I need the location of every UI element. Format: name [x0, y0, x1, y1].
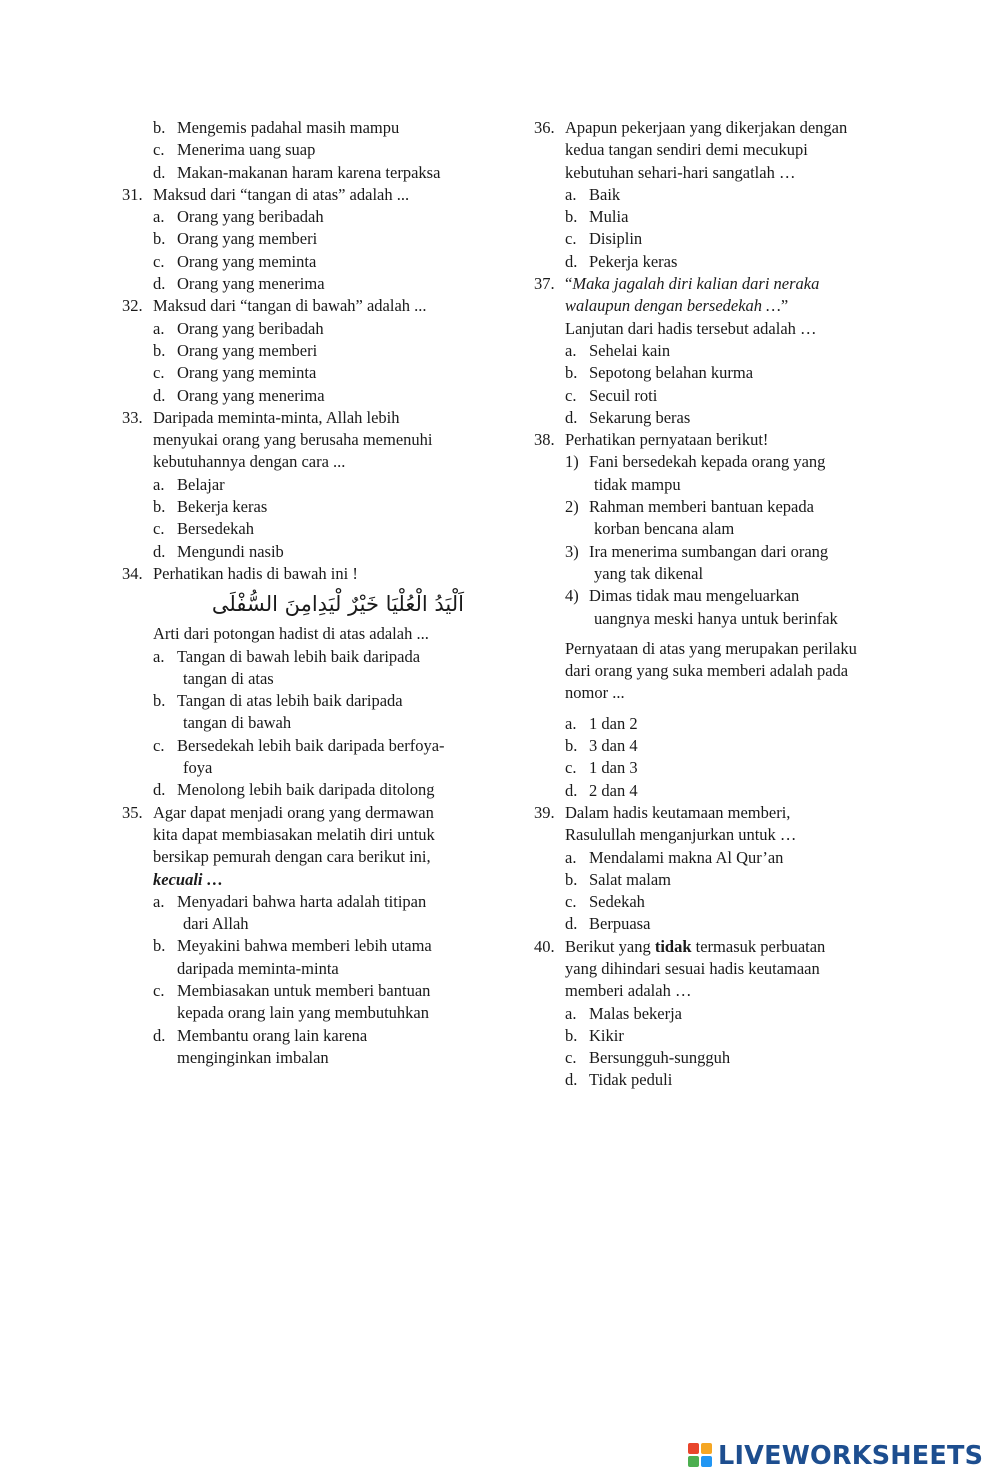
question-text-line [122, 869, 492, 891]
option-line [122, 206, 492, 228]
question-emphasis: kecuali … [153, 869, 224, 889]
option-letter: b. [153, 340, 166, 360]
option-line [534, 340, 904, 362]
option-text: Orang yang memberi [177, 229, 318, 249]
option-line [534, 847, 904, 869]
statement-line [534, 585, 904, 607]
spacer [534, 705, 904, 713]
option-text: tangan di atas [183, 668, 274, 688]
question-40 [534, 936, 904, 958]
question-text: dari orang yang suka memberi adalah pada [565, 661, 849, 681]
option-letter: c. [153, 735, 165, 755]
statement-text: Rahman memberi bantuan kepada [589, 497, 814, 517]
question-number: 40. [534, 936, 555, 956]
statement-text: korban bencana alam [594, 519, 735, 539]
option-line [122, 117, 492, 139]
option-letter: d. [565, 407, 578, 427]
statement-text: uangnya meski hanya untuk berinfak [594, 608, 838, 628]
statement-cont-line [534, 608, 904, 630]
option-line [122, 518, 492, 540]
option-letter: a. [153, 646, 165, 666]
option-letter: c. [565, 1048, 577, 1068]
option-text: Secuil roti [589, 385, 658, 405]
question-text-line [534, 682, 904, 704]
option-text: Menolong lebih baik daripada ditolong [177, 780, 435, 800]
right-column [534, 117, 904, 1092]
option-letter: d. [153, 1025, 166, 1045]
question-text: Pernyataan di atas yang merupakan perilaku [565, 638, 857, 658]
question-text-part: termasuk perbuatan [691, 936, 826, 956]
statement-text: Dimas tidak mau mengeluarkan [589, 586, 800, 606]
question-emphasis: tidak [654, 936, 692, 956]
option-cont-line [122, 1002, 492, 1024]
option-letter: d. [153, 780, 166, 800]
option-line [122, 228, 492, 250]
question-35 [122, 802, 492, 824]
option-line [122, 251, 492, 273]
question-text-line [122, 623, 492, 645]
question-38 [534, 429, 904, 451]
question-number: 37. [534, 274, 555, 294]
option-line [534, 735, 904, 757]
option-text: Orang yang menerima [177, 274, 325, 294]
option-letter: d. [565, 1070, 578, 1090]
option-line [122, 980, 492, 1002]
option-text: Mengundi nasib [177, 541, 284, 561]
option-line [534, 780, 904, 802]
option-line [122, 779, 492, 801]
arabic-hadith-text: اَلْيَدُ الْعُلْيَا خَيْرٌ لْيَدِامِنَ السُّفْلَى [211, 592, 464, 617]
option-letter: b. [565, 736, 578, 756]
question-text: nomor ... [565, 683, 625, 703]
option-line [534, 385, 904, 407]
question-text: Perhatikan pernyataan berikut! [565, 430, 769, 450]
left-column [122, 117, 492, 1069]
question-text: Maksud dari “tangan di atas” adalah ... [153, 184, 410, 204]
statement-cont-line [534, 563, 904, 585]
option-text: daripada meminta-minta [177, 958, 339, 978]
option-text: Malas bekerja [589, 1003, 682, 1023]
question-number: 38. [534, 430, 555, 450]
option-line [122, 735, 492, 757]
option-text: Sedekah [589, 892, 645, 912]
question-text: bersikap pemurah dengan cara berikut ini, [153, 847, 431, 867]
liveworksheets-logo[interactable] [688, 1438, 983, 1474]
option-line [534, 757, 904, 779]
question-text: kedua tangan sendiri demi mecukupi [565, 140, 808, 160]
question-text-line [534, 162, 904, 184]
option-text: Belajar [177, 474, 225, 494]
option-letter: a. [565, 1003, 577, 1023]
option-text: 1 dan 3 [589, 758, 638, 778]
option-line [122, 1025, 492, 1047]
option-text: Orang yang memberi [177, 340, 318, 360]
option-line [122, 935, 492, 957]
option-line [534, 1003, 904, 1025]
option-letter: d. [565, 780, 578, 800]
question-number: 36. [534, 118, 555, 137]
option-text: Sehelai kain [589, 340, 671, 360]
question-text: yang dihindari sesuai hadis keutamaan [565, 958, 820, 978]
question-39 [534, 802, 904, 824]
option-line [122, 318, 492, 340]
option-text: Kikir [589, 1025, 624, 1045]
option-text: 2 dan 4 [589, 780, 638, 800]
option-cont-line [122, 712, 492, 734]
option-letter: a. [153, 207, 165, 227]
option-text: Bekerja keras [177, 497, 268, 517]
question-text: Dalam hadis keutamaan memberi, [565, 802, 791, 822]
option-line [122, 362, 492, 384]
option-text: Disiplin [589, 229, 643, 249]
option-letter: a. [565, 713, 577, 733]
option-letter: d. [153, 162, 166, 182]
question-text: Rasulullah menganjurkan untuk … [565, 825, 797, 845]
statement-line [534, 451, 904, 473]
option-letter: d. [153, 385, 166, 405]
option-text: Salat malam [589, 869, 672, 889]
option-text: 1 dan 2 [589, 713, 638, 733]
option-letter: b. [153, 691, 166, 711]
option-text: Bersedekah [177, 519, 254, 539]
question-text: menyukai orang yang berusaha memenuhi [153, 430, 433, 450]
statement-text: Fani bersedekah kepada orang yang [589, 452, 826, 472]
question-text-part: Berikut yang [565, 936, 655, 956]
option-text: 3 dan 4 [589, 736, 638, 756]
question-text: Maksud dari “tangan di bawah” adalah ... [153, 296, 427, 316]
option-text: Menyadari bahwa harta adalah titipan [177, 891, 427, 911]
option-text: Orang yang menerima [177, 385, 325, 405]
option-letter: d. [565, 914, 578, 934]
question-quote [565, 295, 788, 317]
option-text: Tangan di bawah lebih baik daripada [177, 646, 421, 666]
option-line [534, 891, 904, 913]
statement-text: yang tak dikenal [594, 563, 704, 583]
statement-cont-line [534, 518, 904, 540]
option-line [534, 184, 904, 206]
statement-line [534, 541, 904, 563]
question-text: Lanjutan dari hadis tersebut adalah … [565, 318, 817, 338]
question-32 [122, 295, 492, 317]
option-text: Tangan di atas lebih baik daripada [177, 691, 403, 711]
option-letter: a. [565, 847, 577, 867]
statement-number: 2) [565, 497, 579, 517]
question-text: Apapun pekerjaan yang dikerjakan dengan [565, 118, 848, 137]
question-text: memberi adalah … [565, 981, 692, 1001]
question-text: Perhatikan hadis di bawah ini ! [153, 563, 358, 583]
option-letter: a. [153, 891, 165, 911]
option-letter: c. [153, 251, 165, 271]
option-text: Mulia [589, 207, 629, 227]
question-text-line [534, 980, 904, 1002]
question-number: 31. [122, 184, 143, 204]
question-text-line [122, 846, 492, 868]
statement-cont-line [534, 474, 904, 496]
option-text: tangan di bawah [183, 713, 292, 733]
option-line [534, 251, 904, 273]
option-line [122, 273, 492, 295]
option-text: Pekerja keras [589, 251, 678, 271]
option-letter: b. [153, 936, 166, 956]
option-letter: c. [153, 140, 165, 160]
option-line [122, 385, 492, 407]
statement-text: tidak mampu [594, 474, 681, 494]
option-text: Mengemis padahal masih mampu [177, 118, 400, 137]
quote-mark: ” [780, 296, 789, 316]
liveworksheets-logo-icon [688, 1443, 714, 1469]
option-letter: c. [565, 892, 577, 912]
option-text: Bersungguh-sungguh [589, 1048, 731, 1068]
question-text-line [534, 638, 904, 660]
option-text: Orang yang meminta [177, 363, 317, 383]
question-37 [534, 273, 904, 295]
option-line [534, 869, 904, 891]
question-text-line [534, 318, 904, 340]
option-letter: c. [565, 229, 577, 249]
option-text: Tidak peduli [589, 1070, 673, 1090]
option-cont-line [122, 958, 492, 980]
option-letter: c. [565, 385, 577, 405]
option-line [122, 139, 492, 161]
option-letter: a. [153, 474, 165, 494]
option-text: Sepotong belahan kurma [589, 363, 754, 383]
option-letter: a. [565, 340, 577, 360]
option-line [534, 913, 904, 935]
question-text: kebutuhan sehari-hari sangatlah … [565, 162, 796, 182]
option-text: dari Allah [183, 914, 249, 934]
option-text: Sekarung beras [589, 407, 691, 427]
option-line [534, 206, 904, 228]
question-text: Daripada meminta-minta, Allah lebih [153, 407, 400, 427]
option-letter: d. [153, 274, 166, 294]
question-text: kebutuhannya dengan cara ... [153, 452, 346, 472]
option-cont-line [122, 757, 492, 779]
option-text: Orang yang beribadah [177, 207, 324, 227]
option-text: Baik [589, 184, 621, 204]
option-line [122, 496, 492, 518]
option-text: Membantu orang lain karena [177, 1025, 368, 1045]
option-text: Berpuasa [589, 914, 651, 934]
question-31 [122, 184, 492, 206]
option-text: Orang yang beribadah [177, 318, 324, 338]
option-text: Membiasakan untuk memberi bantuan [177, 980, 431, 1000]
question-text: kita dapat membiasakan melatih diri untuk [153, 824, 435, 844]
question-number: 32. [122, 296, 143, 316]
option-letter: b. [565, 207, 578, 227]
option-letter: d. [153, 541, 166, 561]
option-line [534, 1025, 904, 1047]
question-text-line [534, 824, 904, 846]
option-cont-line [122, 1047, 492, 1069]
question-text [565, 936, 825, 958]
liveworksheets-logo-text: LIVEWORKSHEETS [718, 1441, 984, 1471]
option-text: foya [183, 758, 213, 778]
option-line [122, 541, 492, 563]
statement-number: 3) [565, 541, 579, 561]
question-text-line [122, 451, 492, 473]
option-letter: c. [565, 758, 577, 778]
option-text: Bersedekah lebih baik daripada berfoya- [177, 735, 445, 755]
option-line [534, 1069, 904, 1091]
option-letter: b. [153, 118, 166, 137]
quote-mark: “ [565, 274, 573, 294]
quote-text: walaupun dengan bersedekah … [565, 296, 781, 316]
option-letter: b. [565, 363, 578, 383]
quote-text: Maka jagalah diri kalian dari neraka [572, 274, 820, 294]
statement-number: 4) [565, 586, 579, 606]
question-quote [565, 273, 819, 295]
option-line [534, 1047, 904, 1069]
question-number: 33. [122, 407, 143, 427]
option-letter: c. [153, 363, 165, 383]
spacer [534, 630, 904, 638]
question-number: 35. [122, 802, 143, 822]
option-letter: b. [565, 1025, 578, 1045]
option-letter: a. [153, 318, 165, 338]
option-text: Orang yang meminta [177, 251, 317, 271]
option-line [534, 713, 904, 735]
option-line [534, 228, 904, 250]
option-letter: b. [153, 497, 166, 517]
option-text: Menerima uang suap [177, 140, 316, 160]
question-text-line [534, 660, 904, 682]
option-text: Makan-makanan haram karena terpaksa [177, 162, 441, 182]
option-line [534, 362, 904, 384]
question-text: Agar dapat menjadi orang yang dermawan [153, 802, 434, 822]
question-33 [122, 407, 492, 429]
question-36 [534, 117, 904, 139]
option-line [122, 646, 492, 668]
option-letter: b. [153, 229, 166, 249]
question-text-line [534, 958, 904, 980]
question-number: 34. [122, 563, 143, 583]
option-letter: a. [565, 184, 577, 204]
statement-text: Ira menerima sumbangan dari orang [589, 541, 829, 561]
option-line [122, 162, 492, 184]
question-number: 39. [534, 802, 555, 822]
option-text: Mendalami makna Al Qur’an [589, 847, 784, 867]
option-line [122, 340, 492, 362]
option-line [122, 891, 492, 913]
question-text-line [534, 139, 904, 161]
option-line [122, 690, 492, 712]
option-text: menginginkan imbalan [177, 1047, 329, 1067]
question-text-line [122, 824, 492, 846]
question-34 [122, 563, 492, 585]
option-letter: b. [565, 869, 578, 889]
option-cont-line [122, 668, 492, 690]
option-letter: c. [153, 980, 165, 1000]
option-line [122, 474, 492, 496]
question-text: Arti dari potongan hadist di atas adalah ... [153, 624, 429, 644]
option-letter: c. [153, 519, 165, 539]
option-line [534, 407, 904, 429]
option-text: Meyakini bahwa memberi lebih utama [177, 936, 432, 956]
option-cont-line [122, 913, 492, 935]
option-letter: d. [565, 251, 578, 271]
question-text-line [122, 429, 492, 451]
statement-number: 1) [565, 452, 579, 472]
option-text: kepada orang lain yang membutuhkan [177, 1003, 430, 1023]
statement-line [534, 496, 904, 518]
question-text-line [534, 295, 904, 317]
